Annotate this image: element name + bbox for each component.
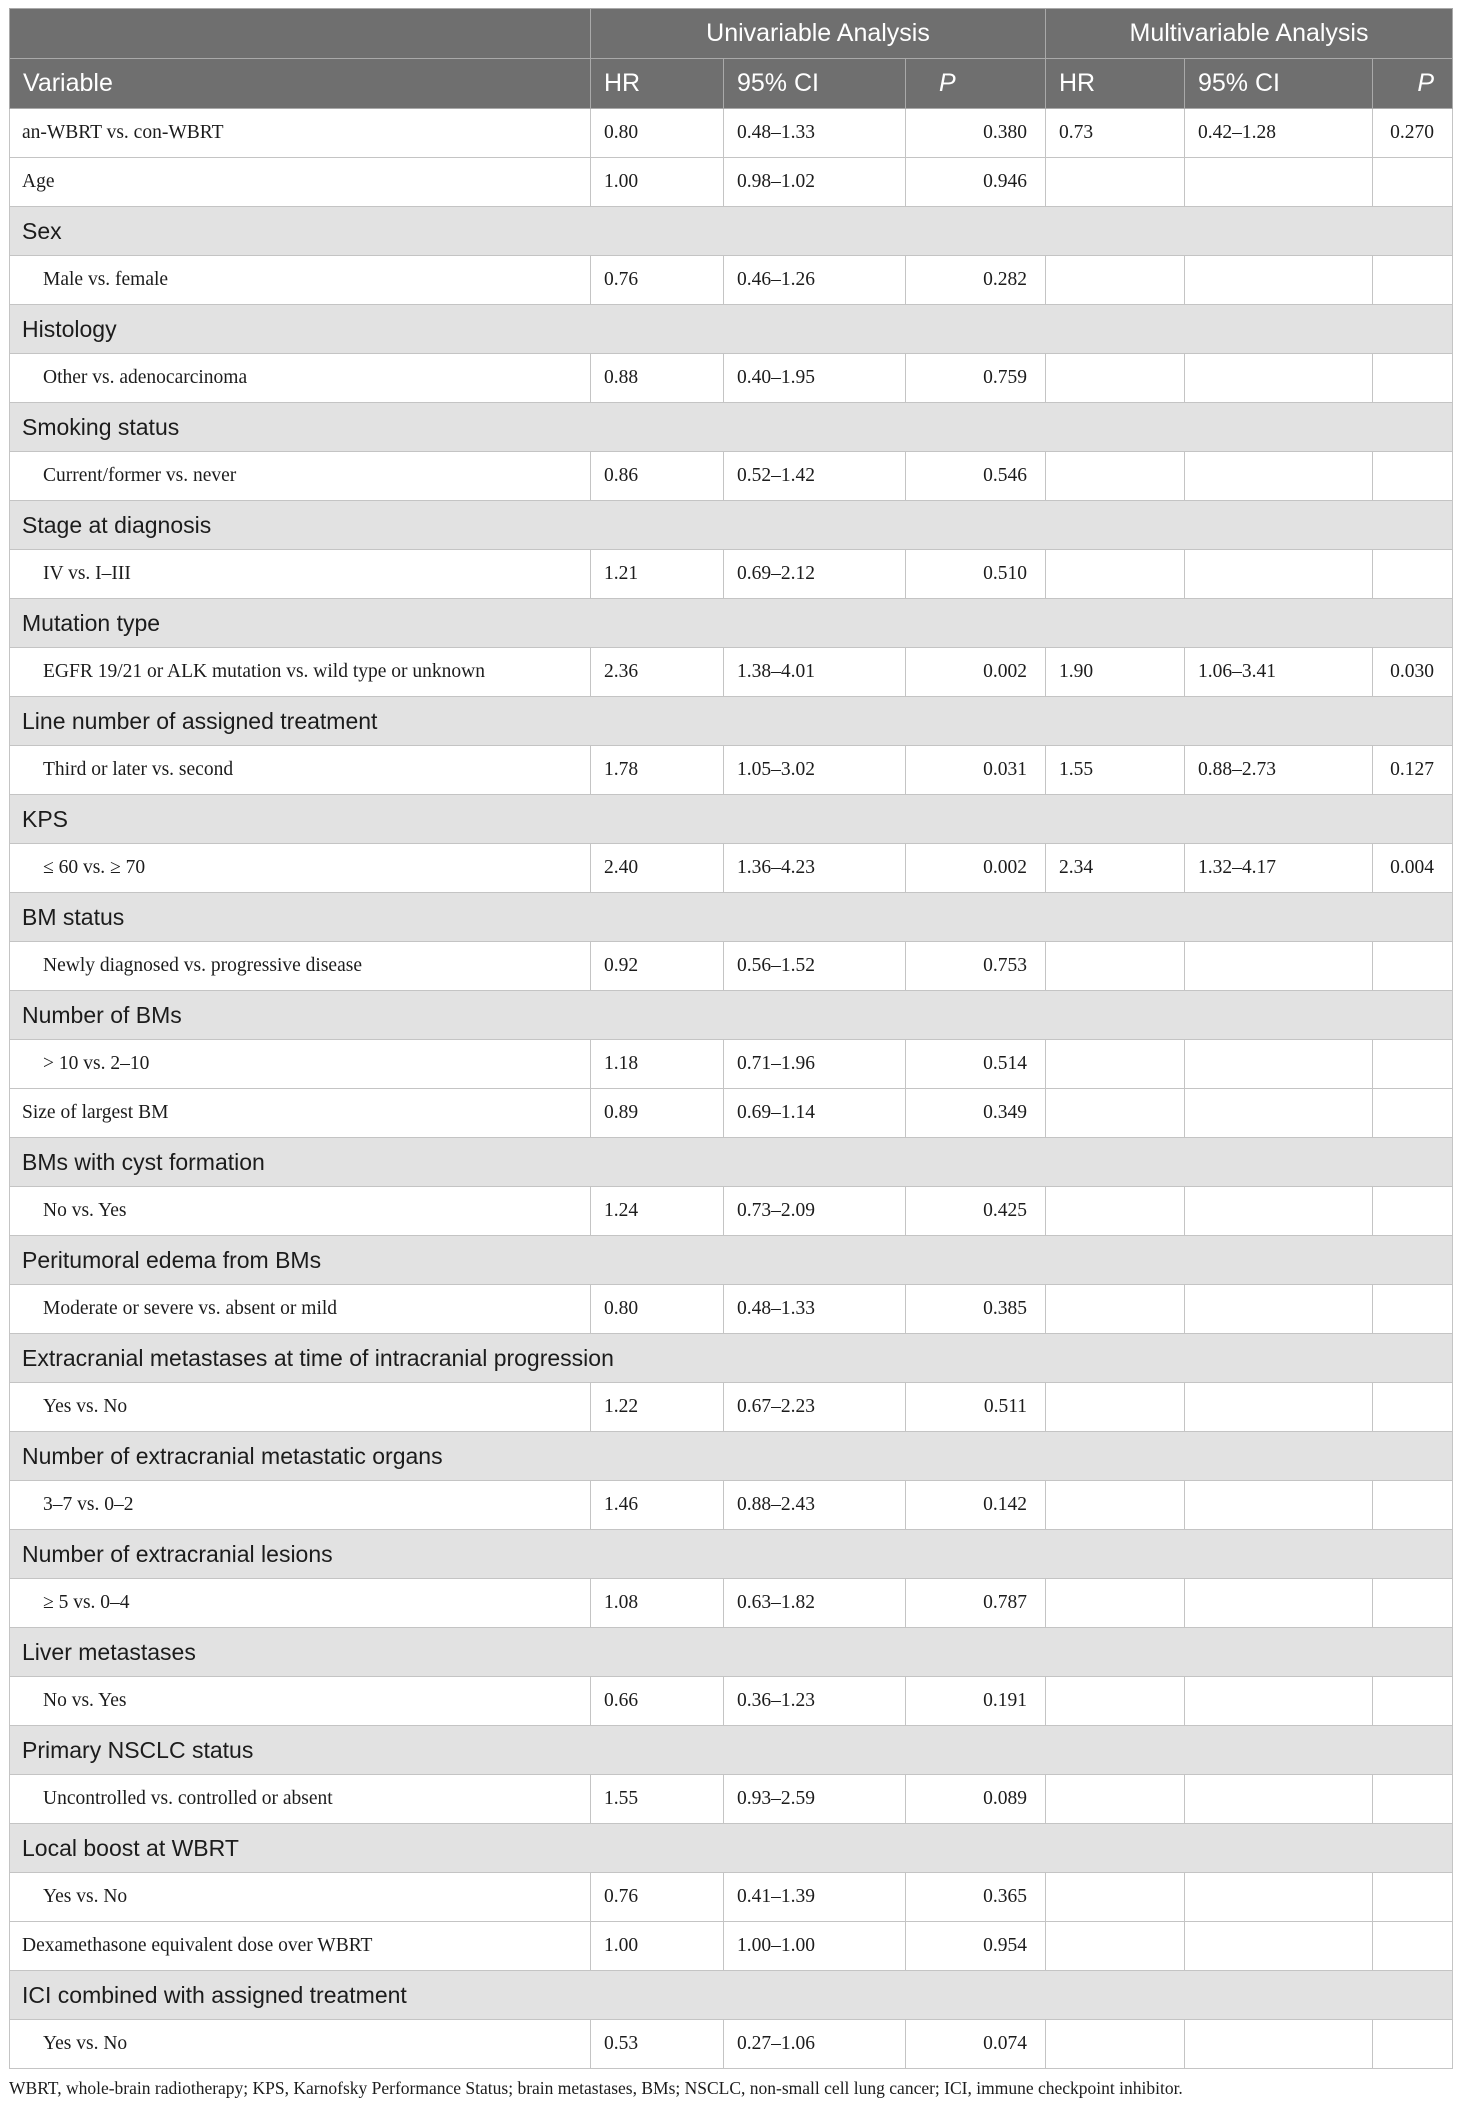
category-row [10, 1334, 1453, 1383]
uni-hr-cell: 2.36 [591, 648, 724, 697]
uni-hr-cell: 1.18 [591, 1040, 724, 1089]
multi-p-cell: 0.270 [1373, 109, 1453, 158]
category-label: BM status [10, 893, 1453, 942]
category-label: Sex [10, 207, 1453, 256]
uni-ci-cell: 0.69–1.14 [724, 1089, 906, 1138]
multi-p-cell: 0.030 [1373, 648, 1453, 697]
table-row [10, 1383, 1453, 1432]
header-multi-hr: HR [1046, 59, 1185, 109]
table-footnote: WBRT, whole-brain radiotherapy; KPS, Karnofsky Performance Status; brain metastases, BMs; NSCLC, non-small cell lung cancer; ICI, immune checkpoint inhibitor. [9, 2078, 1183, 2098]
category-label: Stage at diagnosis [10, 501, 1453, 550]
header-multi-p: P [1373, 59, 1453, 109]
uni-p-cell: 0.142 [906, 1481, 1046, 1530]
multi-ci-cell [1185, 354, 1373, 403]
category-row [10, 1971, 1453, 2020]
multi-ci-cell [1185, 1481, 1373, 1530]
uni-p-cell: 0.787 [906, 1579, 1046, 1628]
uni-hr-cell: 0.76 [591, 256, 724, 305]
category-label: ICI combined with assigned treatment [10, 1971, 1453, 2020]
multi-ci-cell [1185, 1775, 1373, 1824]
uni-hr-cell: 0.76 [591, 1873, 724, 1922]
multi-hr-cell [1046, 1677, 1185, 1726]
uni-ci-cell: 0.56–1.52 [724, 942, 906, 991]
table-row [10, 1089, 1453, 1138]
category-label: Number of extracranial metastatic organs [10, 1432, 1453, 1481]
category-label: Number of extracranial lesions [10, 1530, 1453, 1579]
uni-ci-cell: 0.48–1.33 [724, 1285, 906, 1334]
table-row [10, 452, 1453, 501]
multi-ci-cell [1185, 158, 1373, 207]
table-row [10, 354, 1453, 403]
table-row [10, 109, 1453, 158]
variable-cell: Moderate or severe vs. absent or mild [10, 1285, 591, 1334]
uni-p-cell: 0.385 [906, 1285, 1046, 1334]
header-variable: Variable [10, 59, 591, 109]
header-column-row [10, 59, 1453, 109]
table-row [10, 648, 1453, 697]
uni-ci-cell: 0.93–2.59 [724, 1775, 906, 1824]
table-header [10, 9, 1453, 109]
multi-hr-cell: 1.55 [1046, 746, 1185, 795]
multi-hr-cell [1046, 550, 1185, 599]
table-row [10, 942, 1453, 991]
uni-ci-cell: 1.00–1.00 [724, 1922, 906, 1971]
table-row [10, 1040, 1453, 1089]
category-label: Extracranial metastases at time of intracranial progression [10, 1334, 1453, 1383]
multi-p-cell [1373, 354, 1453, 403]
multi-ci-cell: 0.88–2.73 [1185, 746, 1373, 795]
multi-ci-cell [1185, 1089, 1373, 1138]
table-row [10, 844, 1453, 893]
uni-ci-cell: 0.98–1.02 [724, 158, 906, 207]
uni-ci-cell: 1.36–4.23 [724, 844, 906, 893]
uni-hr-cell: 1.46 [591, 1481, 724, 1530]
uni-p-cell: 0.380 [906, 109, 1046, 158]
multi-ci-cell: 1.06–3.41 [1185, 648, 1373, 697]
multi-p-cell [1373, 1383, 1453, 1432]
uni-ci-cell: 0.67–2.23 [724, 1383, 906, 1432]
multi-hr-cell [1046, 1922, 1185, 1971]
category-row [10, 1530, 1453, 1579]
uni-ci-cell: 0.40–1.95 [724, 354, 906, 403]
multi-hr-cell [1046, 942, 1185, 991]
multi-p-cell [1373, 1187, 1453, 1236]
multi-ci-cell [1185, 452, 1373, 501]
multi-p-cell [1373, 1677, 1453, 1726]
multi-ci-cell: 0.42–1.28 [1185, 109, 1373, 158]
multi-hr-cell [1046, 1040, 1185, 1089]
uni-hr-cell: 0.89 [591, 1089, 724, 1138]
variable-cell: ≥ 5 vs. 0–4 [10, 1579, 591, 1628]
table-row [10, 256, 1453, 305]
variable-cell: EGFR 19/21 or ALK mutation vs. wild type or unknown [10, 648, 591, 697]
multi-hr-cell [1046, 452, 1185, 501]
multi-hr-cell [1046, 256, 1185, 305]
variable-cell: IV vs. I–III [10, 550, 591, 599]
table-row [10, 1481, 1453, 1530]
multi-ci-cell [1185, 942, 1373, 991]
table-row [10, 1579, 1453, 1628]
multi-hr-cell [1046, 1285, 1185, 1334]
variable-cell: Male vs. female [10, 256, 591, 305]
uni-ci-cell: 0.46–1.26 [724, 256, 906, 305]
uni-ci-cell: 0.41–1.39 [724, 1873, 906, 1922]
uni-hr-cell: 1.55 [591, 1775, 724, 1824]
uni-hr-cell: 1.22 [591, 1383, 724, 1432]
table-row [10, 1922, 1453, 1971]
multi-hr-cell: 2.34 [1046, 844, 1185, 893]
uni-hr-cell: 1.08 [591, 1579, 724, 1628]
header-multi-ci: 95% CI [1185, 59, 1373, 109]
uni-ci-cell: 0.71–1.96 [724, 1040, 906, 1089]
category-label: Liver metastases [10, 1628, 1453, 1677]
category-label: Peritumoral edema from BMs [10, 1236, 1453, 1285]
uni-hr-cell: 0.80 [591, 109, 724, 158]
uni-ci-cell: 1.05–3.02 [724, 746, 906, 795]
multi-p-cell [1373, 1040, 1453, 1089]
multi-p-cell [1373, 452, 1453, 501]
variable-cell: Size of largest BM [10, 1089, 591, 1138]
uni-hr-cell: 1.00 [591, 1922, 724, 1971]
multi-hr-cell [1046, 1089, 1185, 1138]
variable-cell: Dexamethasone equivalent dose over WBRT [10, 1922, 591, 1971]
table-row [10, 1285, 1453, 1334]
uni-ci-cell: 0.69–2.12 [724, 550, 906, 599]
multi-hr-cell: 0.73 [1046, 109, 1185, 158]
uni-ci-cell: 0.88–2.43 [724, 1481, 906, 1530]
multi-hr-cell [1046, 1481, 1185, 1530]
category-row [10, 1138, 1453, 1187]
multi-p-cell [1373, 1285, 1453, 1334]
table-row [10, 1187, 1453, 1236]
uni-p-cell: 0.365 [906, 1873, 1046, 1922]
table-row [10, 746, 1453, 795]
uni-p-cell: 0.002 [906, 648, 1046, 697]
category-label: Mutation type [10, 599, 1453, 648]
cox-regression-table [9, 8, 1453, 2069]
uni-ci-cell: 0.48–1.33 [724, 109, 906, 158]
uni-p-cell: 0.759 [906, 354, 1046, 403]
uni-ci-cell: 0.36–1.23 [724, 1677, 906, 1726]
multi-p-cell [1373, 1922, 1453, 1971]
multi-p-cell [1373, 256, 1453, 305]
uni-p-cell: 0.349 [906, 1089, 1046, 1138]
uni-hr-cell: 1.24 [591, 1187, 724, 1236]
results-table-container [9, 8, 1452, 2069]
table-row [10, 2020, 1453, 2069]
multi-ci-cell [1185, 1187, 1373, 1236]
uni-p-cell: 0.282 [906, 256, 1046, 305]
multi-ci-cell [1185, 256, 1373, 305]
multi-p-cell [1373, 1775, 1453, 1824]
category-row [10, 1726, 1453, 1775]
category-row [10, 501, 1453, 550]
multi-hr-cell [1046, 354, 1185, 403]
category-label: Primary NSCLC status [10, 1726, 1453, 1775]
category-row [10, 599, 1453, 648]
category-row [10, 1432, 1453, 1481]
multi-p-cell: 0.127 [1373, 746, 1453, 795]
uni-hr-cell: 0.88 [591, 354, 724, 403]
uni-ci-cell: 0.63–1.82 [724, 1579, 906, 1628]
category-row [10, 697, 1453, 746]
variable-cell: Yes vs. No [10, 1383, 591, 1432]
multi-p-cell [1373, 1579, 1453, 1628]
uni-hr-cell: 2.40 [591, 844, 724, 893]
category-label: Histology [10, 305, 1453, 354]
header-uni-hr: HR [591, 59, 724, 109]
multi-p-cell [1373, 1089, 1453, 1138]
multi-p-cell: 0.004 [1373, 844, 1453, 893]
uni-p-cell: 0.002 [906, 844, 1046, 893]
multi-ci-cell [1185, 1040, 1373, 1089]
uni-hr-cell: 0.66 [591, 1677, 724, 1726]
table-row [10, 1775, 1453, 1824]
uni-p-cell: 0.074 [906, 2020, 1046, 2069]
uni-ci-cell: 0.73–2.09 [724, 1187, 906, 1236]
variable-cell: Yes vs. No [10, 2020, 591, 2069]
multi-ci-cell [1185, 1922, 1373, 1971]
category-label: Smoking status [10, 403, 1453, 452]
multi-ci-cell [1185, 2020, 1373, 2069]
variable-cell: Current/former vs. never [10, 452, 591, 501]
multi-ci-cell [1185, 550, 1373, 599]
table-row [10, 158, 1453, 207]
uni-hr-cell: 0.53 [591, 2020, 724, 2069]
uni-hr-cell: 1.00 [591, 158, 724, 207]
variable-cell: Yes vs. No [10, 1873, 591, 1922]
uni-p-cell: 0.089 [906, 1775, 1046, 1824]
multi-hr-cell [1046, 2020, 1185, 2069]
table-row [10, 1873, 1453, 1922]
uni-p-cell: 0.191 [906, 1677, 1046, 1726]
multi-hr-cell [1046, 1579, 1185, 1628]
uni-hr-cell: 0.80 [591, 1285, 724, 1334]
multi-ci-cell [1185, 1579, 1373, 1628]
variable-cell: Third or later vs. second [10, 746, 591, 795]
multi-p-cell [1373, 550, 1453, 599]
uni-p-cell: 0.954 [906, 1922, 1046, 1971]
multi-hr-cell [1046, 1187, 1185, 1236]
table-row [10, 550, 1453, 599]
uni-p-cell: 0.425 [906, 1187, 1046, 1236]
uni-p-cell: 0.546 [906, 452, 1046, 501]
category-row [10, 305, 1453, 354]
multi-p-cell [1373, 942, 1453, 991]
multi-ci-cell [1185, 1383, 1373, 1432]
variable-cell: an-WBRT vs. con-WBRT [10, 109, 591, 158]
category-label: BMs with cyst formation [10, 1138, 1453, 1187]
uni-p-cell: 0.031 [906, 746, 1046, 795]
table-row [10, 1677, 1453, 1726]
multi-p-cell [1373, 158, 1453, 207]
uni-p-cell: 0.753 [906, 942, 1046, 991]
uni-ci-cell: 1.38–4.01 [724, 648, 906, 697]
uni-hr-cell: 0.86 [591, 452, 724, 501]
multi-ci-cell [1185, 1285, 1373, 1334]
variable-cell: Other vs. adenocarcinoma [10, 354, 591, 403]
multi-hr-cell [1046, 158, 1185, 207]
multi-hr-cell: 1.90 [1046, 648, 1185, 697]
uni-hr-cell: 1.21 [591, 550, 724, 599]
category-label: Line number of assigned treatment [10, 697, 1453, 746]
category-label: KPS [10, 795, 1453, 844]
header-group-row [10, 9, 1453, 59]
variable-cell: > 10 vs. 2–10 [10, 1040, 591, 1089]
multi-hr-cell [1046, 1775, 1185, 1824]
uni-hr-cell: 1.78 [591, 746, 724, 795]
multi-p-cell [1373, 1873, 1453, 1922]
header-univariable: Univariable Analysis [591, 9, 1046, 59]
category-row [10, 1824, 1453, 1873]
multi-p-cell [1373, 1481, 1453, 1530]
multi-hr-cell [1046, 1873, 1185, 1922]
uni-hr-cell: 0.92 [591, 942, 724, 991]
uni-p-cell: 0.511 [906, 1383, 1046, 1432]
uni-ci-cell: 0.52–1.42 [724, 452, 906, 501]
category-row [10, 1236, 1453, 1285]
uni-ci-cell: 0.27–1.06 [724, 2020, 906, 2069]
variable-cell: Age [10, 158, 591, 207]
variable-cell: No vs. Yes [10, 1677, 591, 1726]
category-row [10, 991, 1453, 1040]
header-multivariable: Multivariable Analysis [1046, 9, 1453, 59]
category-label: Local boost at WBRT [10, 1824, 1453, 1873]
multi-p-cell [1373, 2020, 1453, 2069]
uni-p-cell: 0.514 [906, 1040, 1046, 1089]
variable-cell: 3–7 vs. 0–2 [10, 1481, 591, 1530]
uni-p-cell: 0.510 [906, 550, 1046, 599]
variable-cell: Uncontrolled vs. controlled or absent [10, 1775, 591, 1824]
header-uni-ci: 95% CI [724, 59, 906, 109]
variable-cell: No vs. Yes [10, 1187, 591, 1236]
category-row [10, 403, 1453, 452]
category-row [10, 1628, 1453, 1677]
multi-hr-cell [1046, 1383, 1185, 1432]
variable-cell: Newly diagnosed vs. progressive disease [10, 942, 591, 991]
category-row [10, 795, 1453, 844]
header-uni-p: P [906, 59, 1046, 109]
multi-ci-cell [1185, 1677, 1373, 1726]
header-blank-cell [10, 9, 591, 59]
category-row [10, 893, 1453, 942]
multi-ci-cell [1185, 1873, 1373, 1922]
variable-cell: ≤ 60 vs. ≥ 70 [10, 844, 591, 893]
multi-ci-cell: 1.32–4.17 [1185, 844, 1373, 893]
uni-p-cell: 0.946 [906, 158, 1046, 207]
category-row [10, 207, 1453, 256]
table-body [10, 109, 1453, 2069]
category-label: Number of BMs [10, 991, 1453, 1040]
